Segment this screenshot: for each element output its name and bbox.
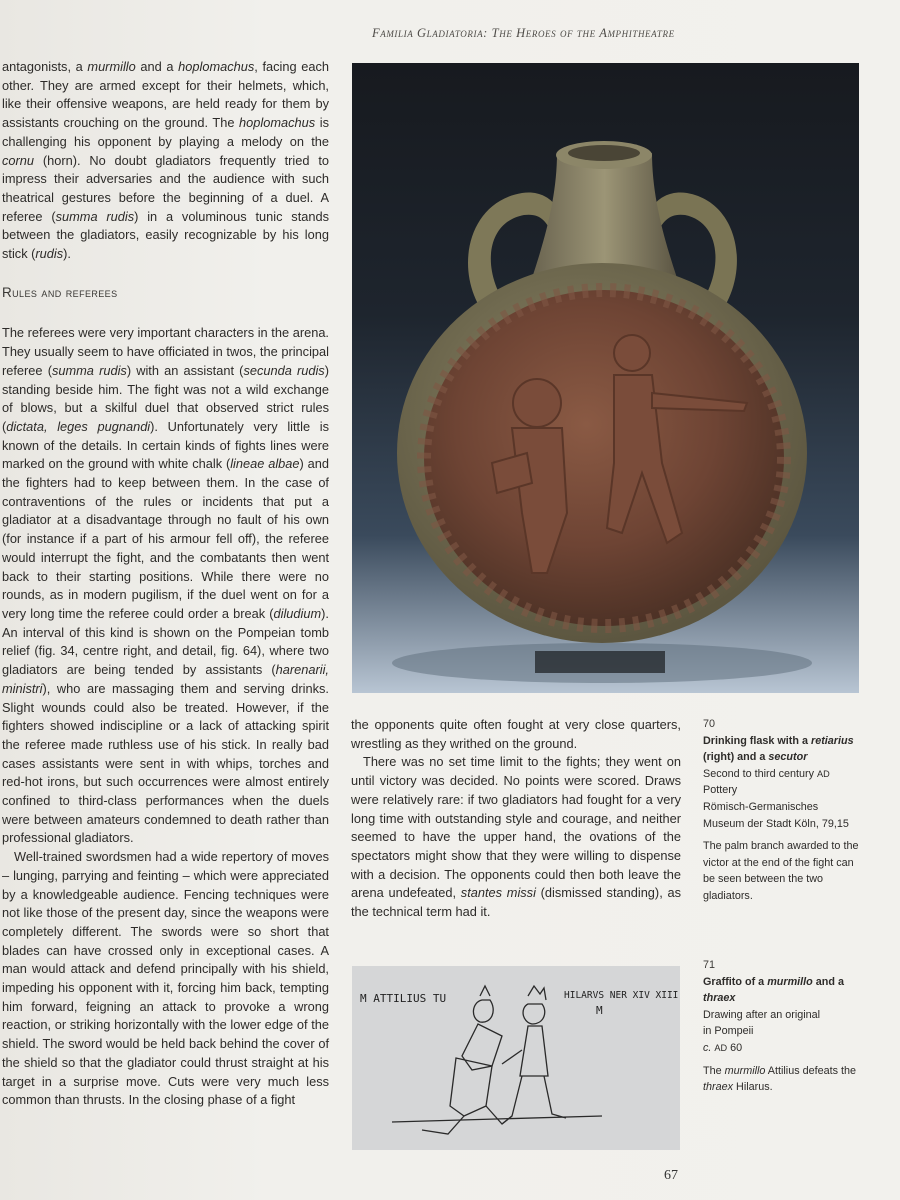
gladiators-sketch [352, 966, 680, 1150]
caption-title: Drinking flask with a retiarius (right) and a secutor [703, 734, 854, 764]
section-heading: Rules and referees [2, 284, 118, 300]
left-text-column [2, 58, 329, 1110]
middle-text-column [351, 716, 681, 922]
caption-meta-place: in Pompeii [703, 1025, 754, 1038]
graffito-drawing [352, 966, 680, 1150]
flask-photo [352, 63, 859, 693]
intro-paragraph: antagonists, a murmillo and a hoplomachus, facing each other. They are armed except for their helmets, which, like their offensive weapons, are held ready for them by assistants crouching on the ground. The hoplomachus is challenging his opponent by playing a melody on the cornu (horn). No doubt gladiators frequently tried to impress their adversaries and the audience with such theatrical gestures before the beginning of a duel. A referee (summa rudis) in a voluminous tunic stands between the gladiators, easily recognizable by his long stick (rudis). [2, 59, 330, 262]
caption-meta-drawing: Drawing after an original [703, 1008, 821, 1021]
caption-figure-70 [703, 716, 863, 905]
referees-paragraph: The referees were very important characters in the arena. They usually seem to have officiated in twos, the principal referee (summa rudis) with an assistant (secunda rudis) standing beside him. The fight was not a wild exchange of blows, but a skilful duel that observed strict rules (dictata, leges pugnandi). Unfortunately very little is known of the details. In certain kinds of fights lines were marked on the ground with white chalk (lineae albae) and the fighters had to keep between them. In the case of contraventions of the rules or incidents that put a gladiator at a disadvantage through no fault of his own (for instance if a part of his armour fell off), the referee would interrupt the fight, and the combatants then went back to their starting positions. While there were no rounds, as in modern pugilism, if the duel went on for a very long time the referee could order a break (diludium). An interval of this kind is shown on the Pompeian tomb relief (fig. 34, centre right, and detail, fig. 64), where two gladiators are being tended by assistants (harenarii, ministri), who are massaging them and serving drinks. Slight wounds could also be treated. However, if the fighters showed indiscipline or a lack of attacking spirit the referee made ruthless use of his stick. In really bad cases assistants were sent in with whips, torches and red-hot irons, but such occurrences were almost entirely confined to third-class performances when the duels were between amateurs condemned to death rather than professional gladiators. [2, 325, 330, 846]
graffito-inscription-right-m: M [596, 1004, 603, 1017]
graffito-inscription-right: HILARVS NER XIV XIII [564, 990, 679, 1001]
caption-meta-inventory: Museum der Stadt Köln, 79,15 [703, 817, 849, 830]
caption-meta-material: Pottery [703, 784, 738, 797]
drinking-flask-image [352, 63, 859, 693]
figure-number: 70 [703, 718, 716, 730]
caption-title: Graffito of a murmillo and a thraex [703, 975, 844, 1005]
figure-number: 71 [703, 959, 716, 971]
caption-figure-71 [703, 957, 863, 1096]
caption-meta-date: Second to third century AD [703, 767, 830, 780]
graffito-inscription-left: M ATTILIUS TU [360, 992, 447, 1005]
swordsmen-paragraph: Well-trained swordsmen had a wide repertory of moves – lunging, parrying and feinting – which were appreciated by a knowledgeable audience. Fencing techniques were not like those of the present day, since the weapons were completely different. The swords were so short that blades can have crossed only in exceptional cases. A man would attack and defend principally with his shield, impeding his opponent with it, forcing him back, tempting him forward, feigning an attack to provoke a wrong reaction, or striking horizontally with the lower edge of the shield. The sword would be held back behind the cover of the shield so that the gladiator could thrust straight at his target in a surprise move. Cuts were very much less common than thrusts. In the closing phase of a fight [2, 849, 329, 1108]
caption-description: The palm branch awarded to the victor at the end of the fight can be seen between the two gladiators. [703, 840, 859, 902]
caption-meta-date: c. AD 60 [703, 1041, 743, 1054]
page-number: 67 [664, 1168, 678, 1183]
caption-meta-museum: Römisch-Germanisches [703, 800, 819, 813]
running-head: Familia Gladiatoria: The Heroes of the Amphitheatre [372, 26, 675, 40]
time-limit-paragraph: There was no set time limit to the fights; they went on until victory was decided. No points were scored. Draws were relatively rare: if two gladiators had fought for a very long time with outstanding style and courage, and neither seemed to have the upper hand, the ovations of the spectators might show that they were willing to dispense with a decision. The opponents could then both leave the arena undefeated, stantes missi (dismissed standing), as the technical term had it. [351, 754, 681, 920]
caption-description: The murmillo Attilius defeats the thraex Hilarus. [703, 1064, 857, 1094]
close-quarters-paragraph: the opponents quite often fought at very close quarters, wrestling as they writhed on the ground. [351, 717, 681, 751]
